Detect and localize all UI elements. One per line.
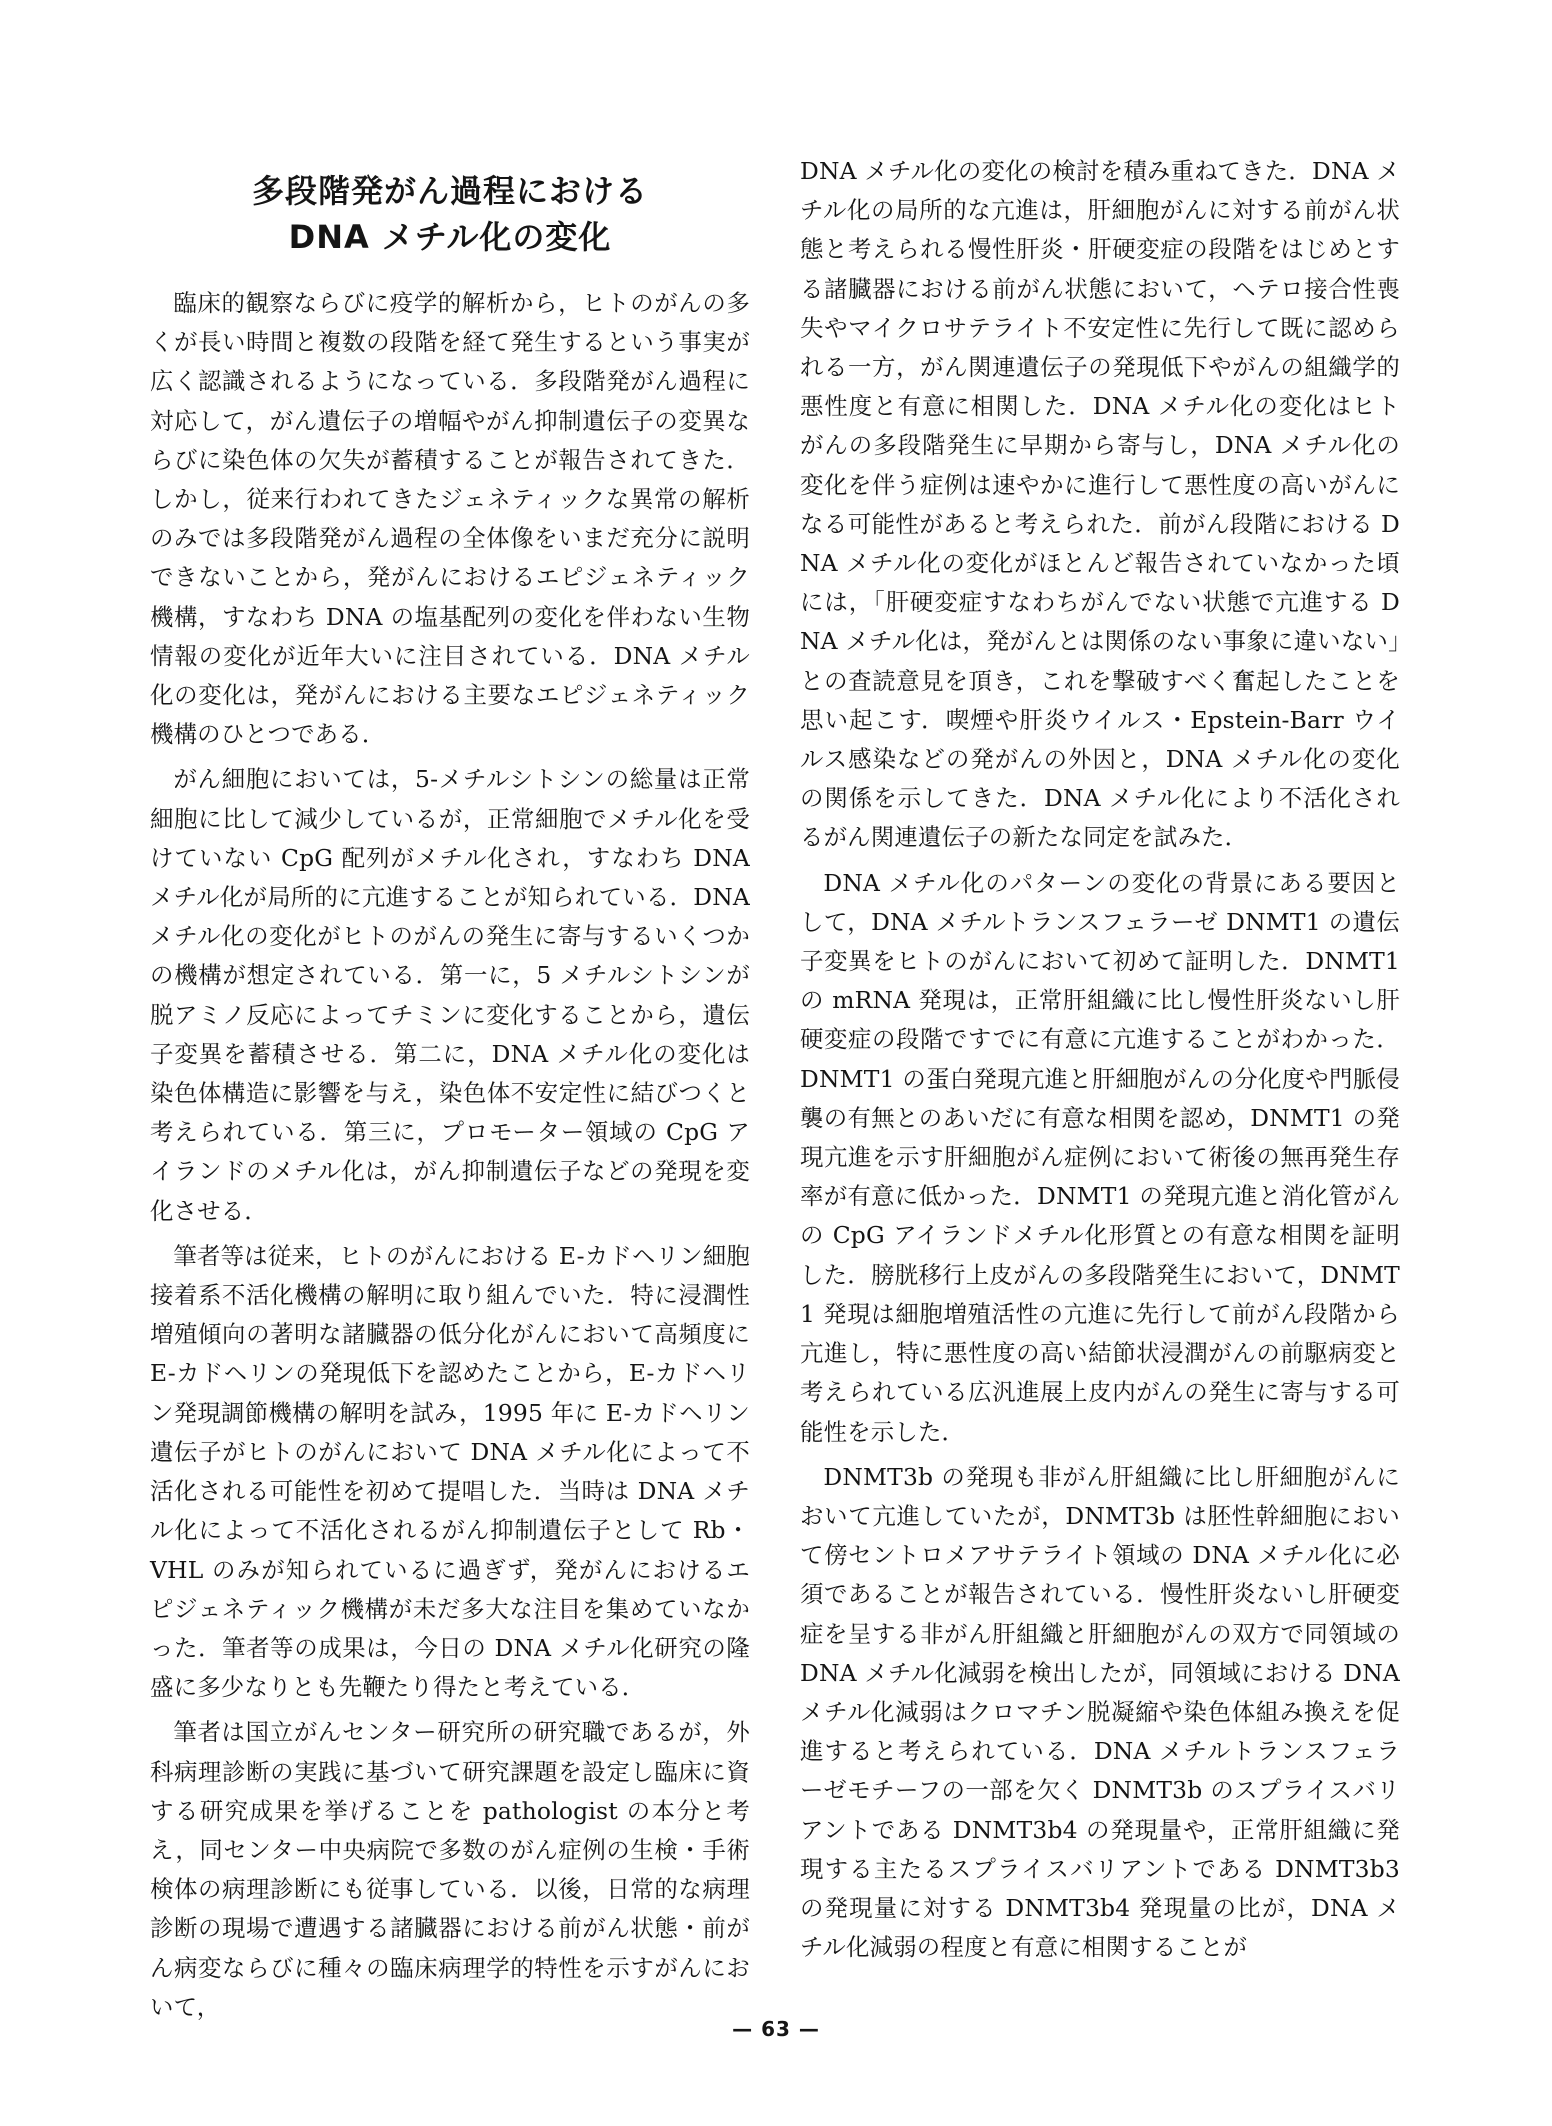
left-column bbox=[150, 168, 750, 2033]
body-paragraph: 筆者は国立がんセンター研究所の研究職であるが，外科病理診断の実践に基づいて研究課題を設定し臨床に資する研究成果を挙げることを pathologist の本分と考え，同センター中央病院で多数のがん症例の生検・手術検体の病理診断にも従事している．以後，日常的な病理診断の現場で遭遇する諸臓器における前がん状態・前がん病変ならびに種々の臨床病理学的特性を示すがんにおいて， bbox=[150, 1718, 750, 2021]
right-column bbox=[800, 152, 1400, 1973]
body-paragraph: 筆者等は従来，ヒトのがんにおける E-カドヘリン細胞接着系不活化機構の解明に取り組んでいた．特に浸潤性増殖傾向の著明な諸臓器の低分化がんにおいて高頻度に E-カドヘリンの発現低下を認めたことから，E-カドヘリン発現調節機構の解明を試み，1995 年に E-カドヘリン遺伝子がヒトのがんにおいて DNA メチル化によって不活化される可能性を初めて提唱した．当時は DNA メチル化によって不活化されるがん抑制遺伝子として Rb・VHL のみが知られているに過ぎず，発がんにおけるエピジェネティック機構が未だ多大な注目を集めていなかった．筆者等の成果は，今日の DNA メチル化研究の隆盛に多少なりとも先鞭たり得たと考えている． bbox=[150, 1241, 750, 1702]
body-paragraph: DNA メチル化のパターンの変化の背景にある要因として，DNA メチルトランスフェラーゼ DNMT1 の遺伝子変異をヒトのがんにおいて初めて証明した．DNMT1 の mRNA 発現は，正常肝組織に比し慢性肝炎ないし肝硬変症の段階ですでに有意に亢進することがわかった．DNMT1 の蛋白発現亢進と肝細胞がんの分化度や門脈侵襲の有無とのあいだに有意な相関を認め，DNMT1 の発現亢進を示す肝細胞がん症例において術後の無再発生存率が有意に低かった．DNMT1 の発現亢進と消化管がんの CpG アイランドメチル化形質との有意な相関を証明した．膀胱移行上皮がんの多段階発生において，DNMT1 発現は細胞増殖活性の亢進に先行して前がん段階から亢進し，特に悪性度の高い結節状浸潤がんの前駆病変と考えられている広汎進展上皮内がんの発生に寄与する可能性を示した． bbox=[800, 868, 1400, 1446]
article-title bbox=[150, 168, 750, 260]
body-paragraph: DNMT3b の発現も非がん肝組織に比し肝細胞がんにおいて亢進していたが，DNMT3b は胚性幹細胞において傍セントロメアサテライト領域の DNA メチル化に必須であることが報告されている．慢性肝炎ないし肝硬変症を呈する非がん肝組織と肝細胞がんの双方で同領域の DNA メチル化減弱を検出したが，同領域における DNA メチル化減弱はクロマチン脱凝縮や染色体組み換えを促進すると考えられている．DNA メチルトランスフェラーゼモチーフの一部を欠く DNMT3b のスプライスバリアントである DNMT3b4 の発現量や，正常肝組織に発現する主たるスプライスバリアントである DNMT3b3 の発現量に対する DNMT3b4 発現量の比が，DNA メチル化減弱の程度と有意に相関することが bbox=[800, 1462, 1400, 1962]
body-paragraph-continued: DNA メチル化の変化の検討を積み重ねてきた．DNA メチル化の局所的な亢進は，肝細胞がんに対する前がん状態と考えられる慢性肝炎・肝硬変症の段階をはじめとする諸臓器における前がん状態において，ヘテロ接合性喪失やマイクロサテライト不安定性に先行して既に認められる一方，がん関連遺伝子の発現低下やがんの組織学的悪性度と有意に相関した．DNA メチル化の変化はヒトがんの多段階発生に早期から寄与し，DNA メチル化の変化を伴う症例は速やかに進行して悪性度の高いがんになる可能性があると考えられた．前がん段階における DNA メチル化の変化がほとんど報告されていなかった頃には，「肝硬変症すなわちがんでない状態で亢進する DNA メチル化は，発がんとは関係のない事象に違いない」との査読意見を頂き，これを撃破すべく奮起したことを思い起こす．喫煙や肝炎ウイルス・Epstein-Barr ウイルス感染などの発がんの外因と，DNA メチル化の変化の関係を示してきた．DNA メチル化により不活化されるがん関連遺伝子の新たな同定を試みた． bbox=[800, 157, 1400, 852]
title-line-1: 多段階発がん過程における bbox=[251, 172, 648, 210]
body-paragraph: がん細胞においては，5-メチルシトシンの総量は正常細胞に比して減少しているが，正常細胞でメチル化を受けていない CpG 配列がメチル化され，すなわち DNA メチル化が局所的に亢進することが知られている．DNA メチル化の変化がヒトのがんの発生に寄与するいくつかの機構が想定されている．第一に，5 メチルシトシンが脱アミノ反応によってチミンに変化することから，遺伝子変異を蓄積させる．第二に，DNA メチル化の変化は染色体構造に影響を与え，染色体不安定性に結びつくと考えられている．第三に，プロモーター領域の CpG アイランドのメチル化は，がん抑制遺伝子などの発現を変化させる． bbox=[150, 765, 750, 1225]
title-line-2: DNA メチル化の変化 bbox=[288, 218, 612, 256]
body-paragraph: 臨床的観察ならびに疫学的解析から，ヒトのがんの多くが長い時間と複数の段階を経て発生するという事実が広く認識されるようになっている．多段階発がん過程に対応して，がん遺伝子の増幅やがん抑制遺伝子の変異ならびに染色体の欠失が蓄積することが報告されてきた．しかし，従来行われてきたジェネティックな異常の解析のみでは多段階発がん過程の全体像をいまだ充分に説明できないことから，発がんにおけるエピジェネティック機構，すなわち DNA の塩基配列の変化を伴わない生物情報の変化が近年大いに注目されている．DNA メチル化の変化は，発がんにおける主要なエピジェネティック機構のひとつである． bbox=[150, 289, 750, 749]
page-number: — 63 — bbox=[732, 2017, 820, 2041]
